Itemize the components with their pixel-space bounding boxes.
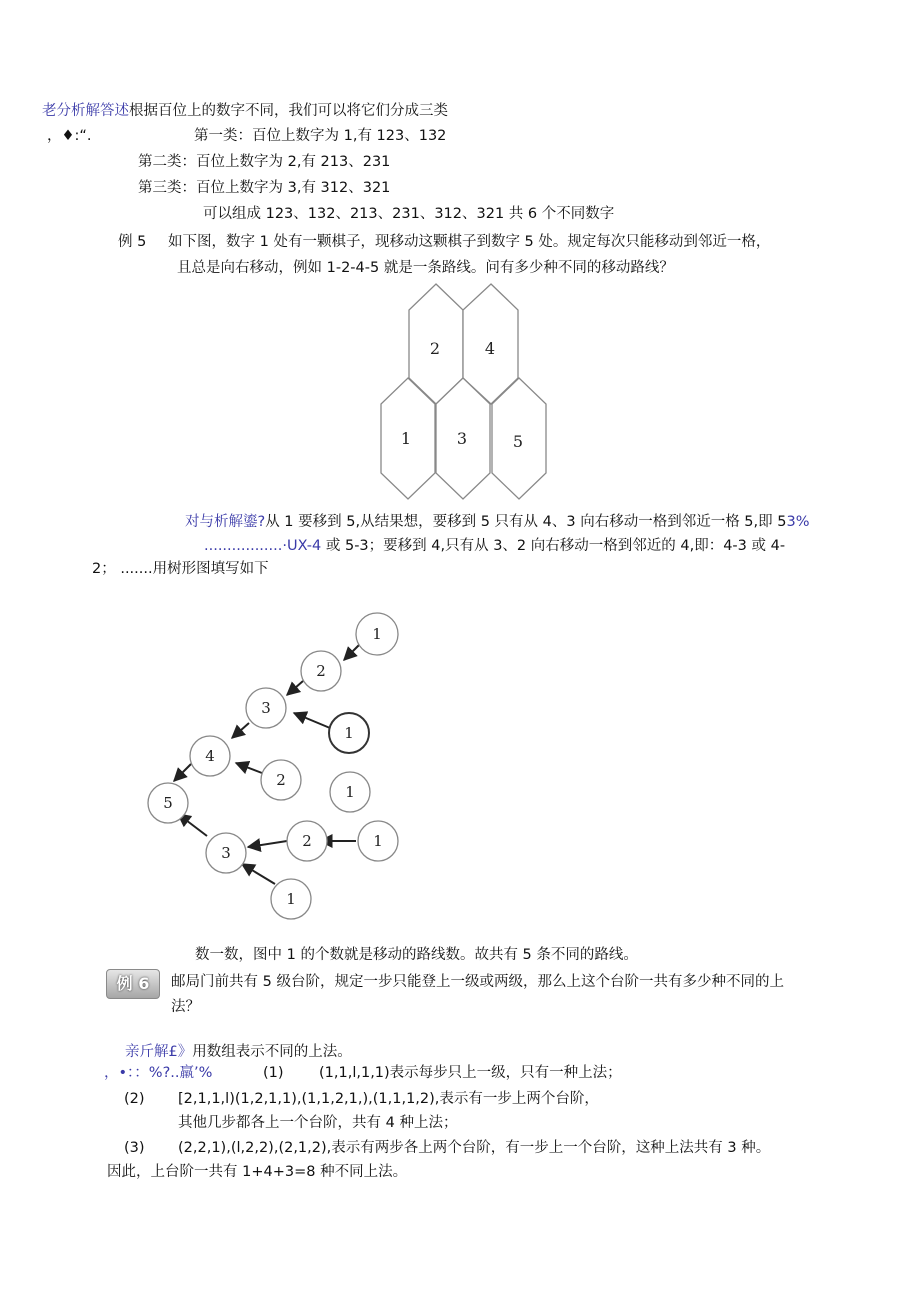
count-conclusion: 数一数，图中 1 的个数就是移动的路线数。故共有 5 条不同的路线。 [195, 947, 638, 963]
hexagon-label-3: 3 [456, 429, 468, 448]
solution-heading: 亲斤解£》 [125, 1044, 193, 1060]
analysis-2-ocr-tail: 3% [786, 514, 810, 530]
case-1-number: (1) [263, 1065, 284, 1081]
analysis-2-line-1 [185, 513, 810, 531]
tree-arrow [242, 864, 275, 884]
final-answer: 因此，上台阶一共有 1+4+3=8 种不同上法。 [107, 1164, 408, 1180]
tree-node-label: 1 [372, 625, 382, 643]
analysis-heading: 老分析解答述 [42, 103, 129, 119]
tree-node-label: 4 [205, 747, 215, 765]
case-3-number: (3) [124, 1140, 145, 1156]
hexagon-label-1: 1 [400, 429, 412, 448]
tree-node-label: 2 [316, 662, 326, 680]
example-5-question-1: 如下图，数字 1 处有一颗棋子，现移动这颗棋子到数字 5 处。规定每次只能移动到邻近一格， [168, 234, 771, 250]
tree-arrow [236, 763, 262, 773]
example-6-question-1: 邮局门前共有 5 级台阶，规定一步只能登上一级或两级，那么上这个台阶一共有多少种不同的上 [171, 974, 784, 990]
category-summary: 可以组成 123、132、213、231、312、321 共 6 个不同数字 [203, 206, 615, 222]
tree-arrow [174, 764, 191, 781]
ocr-marks: ，♦:“. [47, 128, 92, 144]
tree-node-label: 1 [345, 783, 355, 801]
case-1-text: (1,1,l,1,1)表示每步只上一级，只有一种上法； [319, 1065, 622, 1081]
example-5-label: 例 5 [118, 234, 147, 250]
analysis-2-dots: .................·UX-4 [204, 538, 322, 554]
analysis-2-line-2 [204, 537, 785, 555]
tree-node-label: 1 [286, 890, 296, 908]
tree-arrow [344, 644, 360, 660]
case-2-text-2: 其他几步都各上一个台阶，共有 4 种上法； [178, 1115, 458, 1131]
tree-node-label: 2 [302, 832, 312, 850]
hexagon-label-5: 5 [512, 432, 524, 451]
example-6-question-2: 法？ [171, 999, 200, 1015]
path-tree-diagram [140, 605, 410, 925]
example-5-question-2: 且总是向右移动，例如 1-2-4-5 就是一条路线。问有多少种不同的移动路线？ [177, 260, 674, 276]
analysis-2-line-3: 2； .......用树形图填写如下 [92, 561, 269, 577]
tree-node-label: 5 [163, 794, 173, 812]
category-2: 第二类：百位上数字为 2,有 213、231 [138, 154, 391, 170]
solution-intro: 用数组表示不同的上法。 [192, 1044, 352, 1060]
solution-line-1 [125, 1043, 352, 1061]
analysis-2-text-2: 或 5-3；要移到 4,只有从 3、2 向右移动一格到邻近的 4,即：4-3 或 4- [321, 538, 786, 554]
case-2-number: (2) [124, 1091, 145, 1107]
category-3: 第三类：百位上数字为 3,有 312、321 [138, 180, 391, 196]
analysis-2-heading: 对与析解鎏? [185, 514, 266, 530]
tree-node-label: 2 [276, 771, 286, 789]
analysis-text: 根据百位上的数字不同，我们可以将它们分成三类 [129, 103, 448, 119]
tree-node-label: 3 [221, 844, 231, 862]
tree-arrow [248, 841, 287, 847]
analysis-line-1 [42, 102, 448, 120]
tree-node-label: 1 [344, 724, 354, 742]
category-1: 第一类：百位上数字为 1,有 123、132 [194, 128, 447, 144]
tree-node-label: 1 [373, 832, 383, 850]
analysis-2-text: 从 1 要移到 5,从结果想，要移到 5 只有从 4、3 向右移动一格到邻近一格 5,即 5 [265, 514, 787, 530]
hexagon-label-4: 4 [484, 339, 496, 358]
hexagon-board [375, 281, 555, 503]
example-6-badge: 例 6 [106, 969, 160, 999]
tree-arrow [232, 723, 249, 738]
hexagon-label-2: 2 [429, 339, 441, 358]
ocr-marks-2: ，•：：%?..羸’% [104, 1065, 213, 1081]
tree-arrow [294, 713, 330, 728]
case-3-text: (2,2,1),(l,2,2),(2,1,2),表示有两步各上两个台阶，有一步上一个台阶，这种上法共有 3 种。 [178, 1140, 771, 1156]
tree-arrow [287, 681, 303, 695]
tree-node-label: 3 [261, 699, 271, 717]
case-2-text: [2,1,1,l)(1,2,1,1),(1,1,2,1,),(1,1,1,2),表示有一步上两个台阶， [178, 1091, 599, 1107]
